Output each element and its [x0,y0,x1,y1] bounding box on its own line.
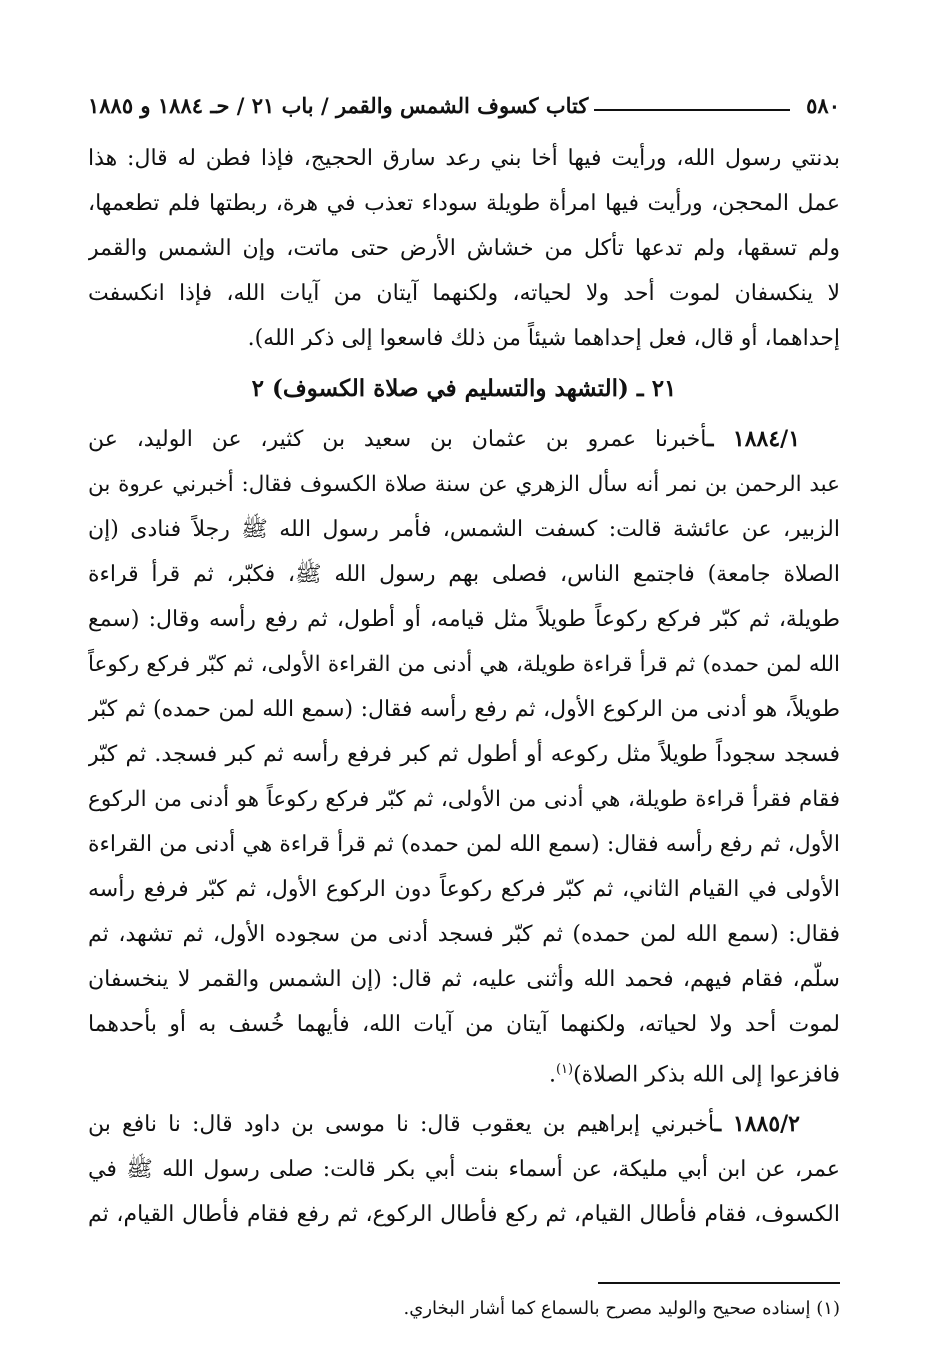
text-line: فقال: (سمع الله لمن حمده) ثم كبّر فسجد أدنى من سجوده الأول، ثم تشهد، ثم [88,922,840,947]
section-title: ٢١ ـ (التشهد والتسليم في صلاة الكسوف) ٢ [251,375,677,402]
page-body [88,136,840,1237]
text-line: فسجد سجوداً طويلاً مثل ركوعه أو أطول ثم كبر فرفع رأسه ثم كبر فسجد. ثم كبّر [88,742,840,767]
text-line: الأولى في القيام الثاني، ثم كبّر فركع ركوعاً دون الركوع الأول، ثم كبّر فرفع رأسه [88,877,840,902]
text-line: لموت أحد ولا لحياته، ولكنهما آيتان من آيات الله، فأيهما خُسف به أو بأحدهما [88,1012,840,1037]
hadith-number: ١٨٨٥/٢ ـ [714,1111,800,1137]
footnote-number: (١) [816,1298,840,1319]
paragraph-gap [88,1092,840,1102]
footnote [88,1294,840,1324]
text-line: طويلة، ثم كبّر فركع ركوعاً طويلاً مثل قيامه، أو أطول، ثم رفع رأسه وقال: (سمع [88,607,840,632]
text-line: ولم تسقها، ولم تدعها تأكل من خشاش الأرض حتى ماتت، وإن الشمس والقمر [88,236,840,261]
text-line: إحداهما، أو قال، فعل إحداهما شيئاً من ذلك فاسعوا إلى ذكر الله). [247,326,840,351]
hadith-1885-first-line [88,1102,840,1147]
page-number: ٥٨٠ [806,92,840,118]
sentence-end: . [548,1062,556,1088]
text-line: الأول، ثم رفع رأسه فقال: (سمع الله لمن حمده) ثم قرأ قراءة هي أدنى من القراءة [88,832,840,857]
text-line: فقام فقرأ قراءة طويلة، هي أدنى من الأولى، ثم كبّر فركع ركوعاً هو أدنى من الركوع [88,787,840,812]
running-header [88,88,840,122]
hadith-1884-last-line [88,1047,840,1092]
text-line: الصلاة جامعة) فاجتمع الناس، فصلى بهم رسول الله ﷺ، فكبّر، ثم قرأ قراءة [88,562,840,587]
text-line: عبد الرحمن بن نمر أنه سأل الزهري عن سنة صلاة الكسوف فقال: أخبرني عروة بن [88,472,840,497]
text-line: لا ينكسفان لموت أحد ولا لحياته، ولكنهما آيتان من آيات الله، فإذا انكسفت [88,281,840,306]
hadith-1884-first-line [88,417,840,462]
text-line: عمل المحجن، ورأيت فيها امرأة طويلة سوداء تعذب في هرة، ربطتها فلم تطعمها، [88,191,840,216]
text-line: الله لمن حمده) ثم قرأ قراءة طويلة، هي أدنى من القراءة الأولى، ثم كبّر فركع ركوعاً [88,652,840,677]
text-line: سلّم، فقام فيهم، فحمد الله وأثنى عليه، ثم قال: (إن الشمس والقمر لا ينخسفان [88,967,840,992]
hadith-number: ١٨٨٤/١ ـ [706,426,801,452]
text-line: عمر، عن ابن أبي مليكة، عن أسماء بنت أبي بكر قالت: صلى رسول الله ﷺ في [88,1157,840,1182]
hadith-text: أخبرنا عمرو بن عثمان بن سعيد بن كثير، عن الوليد، عن [88,427,707,452]
text-line: الكسوف، فقام فأطال القيام، ثم ركع فأطال الركوع، ثم رفع فقام فأطال القيام، ثم [88,1202,840,1227]
header-title: كتاب كسوف الشمس والقمر / باب ٢١ / حـ ١٨٨٤ و ١٨٨٥ [88,92,589,118]
text-line: بدنتي رسول الله، ورأيت فيها أخا بني رعد سارق الحجيج، فإذا فطن له قال: هذا [88,146,840,171]
text-line: الزبير، عن عائشة قالت: كسفت الشمس، فأمر رسول الله ﷺ رجلاً فنادى (إن [88,517,840,542]
hadith-text: فافزعوا إلى الله بذكر الصلاة) [573,1062,840,1088]
text-line: طويلاً، هو أدنى من الركوع الأول، ثم رفع رأسه فقال: (سمع الله لمن حمده) ثم كبّر [88,697,840,722]
header-rule [594,109,790,111]
footnote-rule [598,1282,840,1284]
footnote-text: إسناده صحيح والوليد مصرح بالسماع كما أشار البخاري. [403,1298,811,1319]
footnote-marker[interactable]: (١) [555,1062,574,1077]
hadith-text: أخبرني إبراهيم بن يعقوب قال: نا موسى بن داود قال: نا نافع بن [88,1112,715,1137]
